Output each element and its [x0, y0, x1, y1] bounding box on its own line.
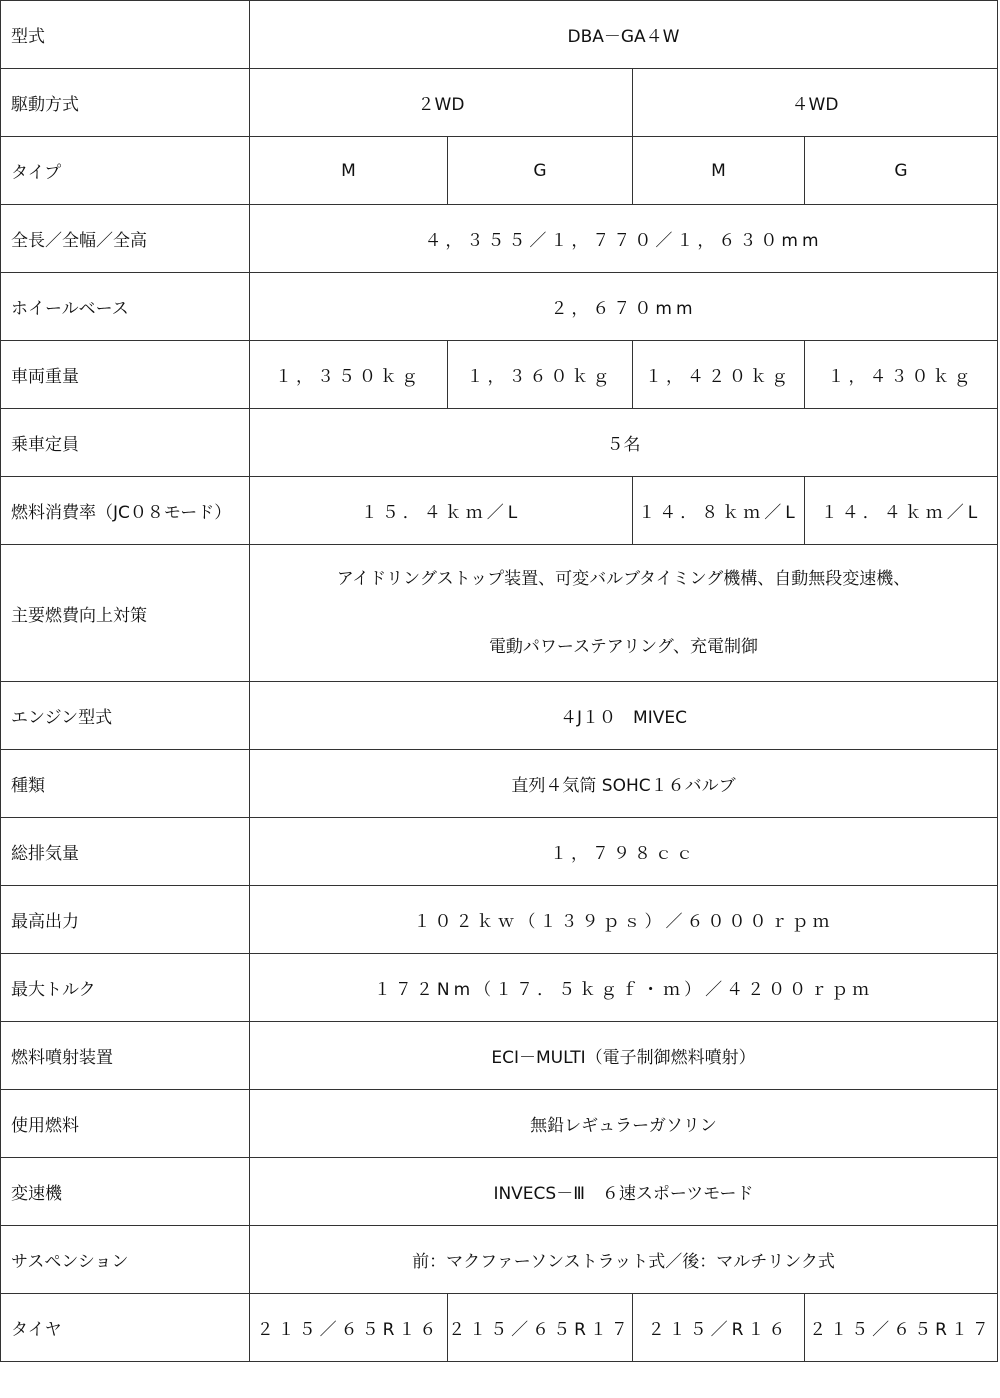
row-fuel [1, 1090, 998, 1158]
value-displacement: １，７９８ｃｃ [250, 818, 998, 886]
label-weight: 車両重量 [1, 341, 250, 409]
value-weight-1: １，３５０ｋｇ [250, 341, 448, 409]
value-wheelbase: ２，６７０mm [250, 273, 998, 341]
value-weight-2: １，３６０ｋｇ [448, 341, 633, 409]
label-displacement: 総排気量 [1, 818, 250, 886]
value-engine-kind: 直列４気筒 SOHC１６バルブ [250, 750, 998, 818]
label-dimensions: 全長／全幅／全高 [1, 205, 250, 273]
label-fuel-injection: 燃料噴射装置 [1, 1022, 250, 1090]
value-tires-2: ２１５／６５R１７ [448, 1294, 633, 1362]
row-capacity [1, 409, 998, 477]
label-engine-kind: 種類 [1, 750, 250, 818]
value-weight-3: １，４２０ｋｇ [633, 341, 805, 409]
label-wheelbase: ホイールベース [1, 273, 250, 341]
value-type-2: G [448, 137, 633, 205]
row-fuel-injection [1, 1022, 998, 1090]
row-dimensions [1, 205, 998, 273]
value-fuel-economy-4wd-m: １４．８ｋｍ／L [633, 477, 805, 545]
row-transmission [1, 1158, 998, 1226]
label-tires: タイヤ [1, 1294, 250, 1362]
label-measures: 主要燃費向上対策 [1, 545, 250, 682]
value-max-torque: １７２Nm（１７．５ｋｇｆ・ｍ）／４２００ｒｐｍ [250, 954, 998, 1022]
value-type-4: G [805, 137, 998, 205]
label-suspension: サスペンション [1, 1226, 250, 1294]
label-model-code: 型式 [1, 1, 250, 69]
label-drive: 駆動方式 [1, 69, 250, 137]
value-type-1: M [250, 137, 448, 205]
value-drive-2wd: ２WD [250, 69, 633, 137]
value-weight-4: １，４３０ｋｇ [805, 341, 998, 409]
row-max-torque [1, 954, 998, 1022]
value-fuel-economy-2wd: １５．４ｋｍ／L [250, 477, 633, 545]
value-dimensions: ４，３５５／１，７７０／１，６３０mm [250, 205, 998, 273]
row-drive [1, 69, 998, 137]
label-max-power: 最高出力 [1, 886, 250, 954]
row-engine-kind [1, 750, 998, 818]
value-tires-3: ２１５／R１６ [633, 1294, 805, 1362]
row-weight [1, 341, 998, 409]
row-wheelbase [1, 273, 998, 341]
label-fuel-economy: 燃料消費率（JC０８モード） [1, 477, 250, 545]
row-fuel-economy [1, 477, 998, 545]
measures-line-1: アイドリングストップ装置、可変バルブタイミング機構、自動無段変速機、 [336, 569, 911, 589]
row-max-power [1, 886, 998, 954]
value-drive-4wd: ４WD [633, 69, 998, 137]
row-model-code [1, 1, 998, 69]
label-type: タイプ [1, 137, 250, 205]
row-tires [1, 1294, 998, 1362]
label-transmission: 変速機 [1, 1158, 250, 1226]
row-measures [1, 545, 998, 682]
row-suspension [1, 1226, 998, 1294]
value-engine-model: ４J１０ MIVEC [250, 682, 998, 750]
value-fuel: 無鉛レギュラーガソリン [250, 1090, 998, 1158]
value-model-code: DBA－GA４W [250, 1, 998, 69]
value-type-3: M [633, 137, 805, 205]
value-capacity: ５名 [250, 409, 998, 477]
label-max-torque: 最大トルク [1, 954, 250, 1022]
value-fuel-economy-4wd-g: １４．４ｋｍ／L [805, 477, 998, 545]
label-capacity: 乗車定員 [1, 409, 250, 477]
value-measures [250, 545, 998, 682]
value-suspension: 前：マクファーソンストラット式／後：マルチリンク式 [250, 1226, 998, 1294]
value-transmission: INVECS－Ⅲ ６速スポーツモード [250, 1158, 998, 1226]
value-tires-4: ２１５／６５R１７ [805, 1294, 998, 1362]
row-type [1, 137, 998, 205]
value-fuel-injection: ECI－MULTI（電子制御燃料噴射） [250, 1022, 998, 1090]
row-displacement [1, 818, 998, 886]
measures-line-2: 電動パワーステアリング、充電制御 [488, 637, 759, 657]
value-max-power: １０２ｋｗ（１３９ｐｓ）／６０００ｒｐｍ [250, 886, 998, 954]
row-engine-model [1, 682, 998, 750]
label-engine-model: エンジン型式 [1, 682, 250, 750]
value-tires-1: ２１５／６５R１６ [250, 1294, 448, 1362]
label-fuel: 使用燃料 [1, 1090, 250, 1158]
